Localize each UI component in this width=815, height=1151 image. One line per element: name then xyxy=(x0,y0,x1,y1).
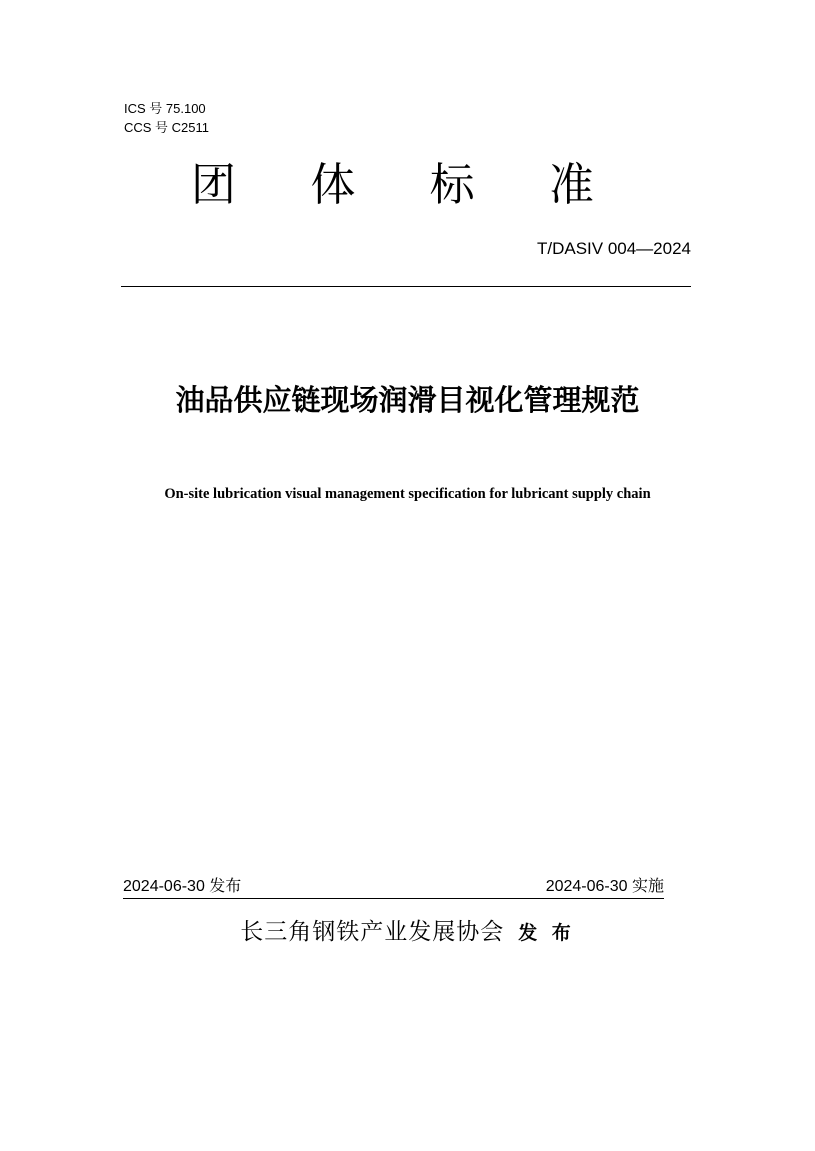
implement-date: 2024-06-30 实施 xyxy=(545,878,664,895)
date-line xyxy=(123,876,664,899)
english-title: On-site lubrication visual management specification for lubricant supply chain xyxy=(164,486,651,502)
standard-category: 团 体 标 准 xyxy=(191,158,624,211)
chinese-title: 油品供应链现场润滑目视化管理规范 xyxy=(175,383,640,417)
issuer-organization: 长三角钢铁产业发展协会 xyxy=(240,919,505,945)
header-divider xyxy=(121,286,691,287)
publish-date: 2024-06-30 发布 xyxy=(123,878,242,895)
ccs-code: CCS 号 C2511 xyxy=(124,120,210,135)
ics-code: ICS 号 75.100 xyxy=(124,101,206,116)
issuer-action: 发 布 xyxy=(518,922,575,944)
standard-number: T/DASIV 004—2024 xyxy=(536,239,691,258)
issuer-line xyxy=(0,914,815,952)
